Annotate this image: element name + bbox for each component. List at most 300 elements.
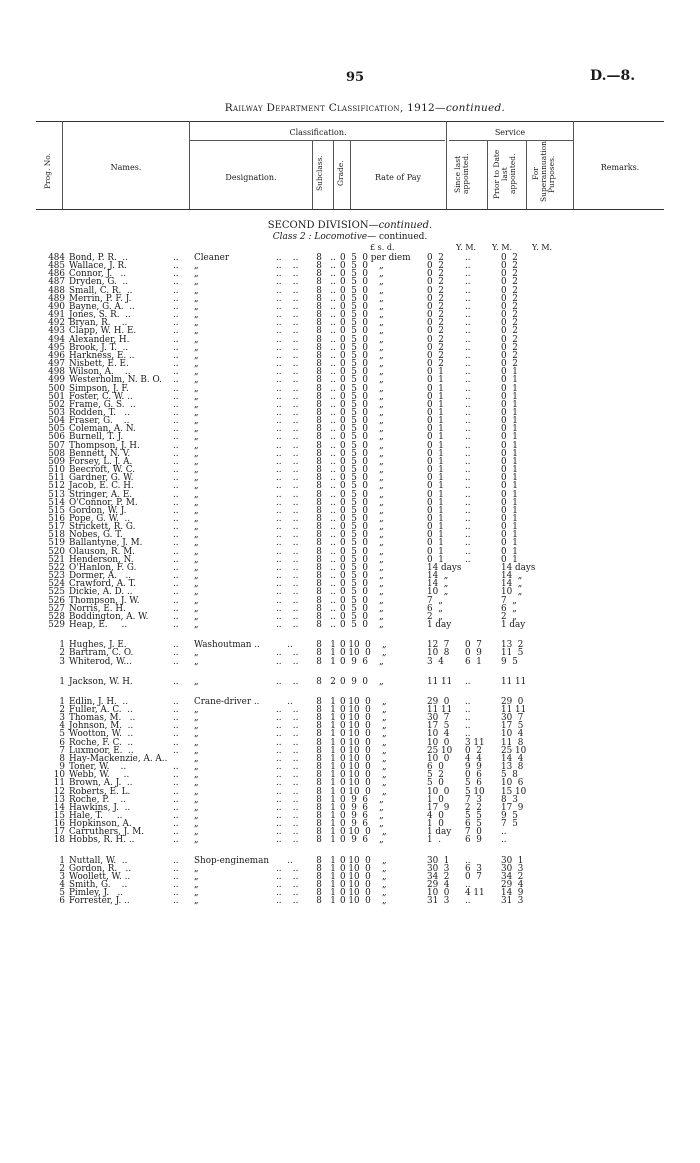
cell-since: 0 1 <box>427 473 444 484</box>
table-row <box>40 658 539 666</box>
cell-no: 518 <box>48 530 65 541</box>
cell-d2: .. .. <box>276 620 299 631</box>
cell-dots: .. <box>173 538 179 549</box>
cell-name: Ballantyne, J. M. <box>69 538 143 549</box>
cell-name: Westerholm, N. B. O. <box>69 375 162 386</box>
cell-d2: .. .. <box>276 888 299 899</box>
cell-super: 0 1 <box>501 407 518 418</box>
table-row <box>40 897 539 905</box>
cell-super: 7 5 <box>501 819 518 830</box>
cell-no: 1 <box>59 640 65 651</box>
cell-super: .. <box>501 827 507 838</box>
cell-prior: .. <box>465 481 471 492</box>
cell-sub: 8 <box>316 530 322 541</box>
cell-since: 0 1 <box>427 391 444 402</box>
row-spacer <box>40 845 539 857</box>
cell-since: 0 1 <box>427 456 444 467</box>
cell-pay: 0 5 0 „ <box>340 407 384 418</box>
cell-prior <box>465 588 501 596</box>
cell-super: 0 1 <box>501 440 518 451</box>
cell-pay: 0 5 0 „ <box>340 301 384 312</box>
cell-no: 3 <box>59 871 65 882</box>
cell-sub: 8 <box>316 611 322 622</box>
cell-since: 0 1 <box>427 432 444 443</box>
cell-name: Hawkins, J. .. <box>69 802 131 813</box>
cell-super: 13 2 <box>501 640 524 651</box>
cell-super: 0 2 <box>501 253 518 263</box>
cell-prior: .. <box>465 391 471 402</box>
cell-pay: 0 10 0 „ <box>340 737 387 748</box>
cell-d2: .. .. <box>276 538 299 549</box>
cell-grade: .. <box>330 310 336 321</box>
cell-super: 14 9 <box>501 888 524 899</box>
cell-d2: .. .. <box>276 721 299 732</box>
cell-grade: .. <box>330 611 336 622</box>
cell-desig: „ <box>194 399 199 410</box>
cell-dots: .. <box>173 391 179 402</box>
cell-grade: 1 <box>330 855 336 866</box>
cell-dots: .. <box>173 721 179 732</box>
cell-prior: 0 9 <box>465 648 482 659</box>
cell-pay: 0 5 0 „ <box>340 310 384 321</box>
cell-no: 499 <box>48 375 65 386</box>
cell-grade: .. <box>330 261 336 272</box>
cell-since: 0 1 <box>427 530 444 541</box>
cell-desig: „ <box>194 713 199 724</box>
cell-no: 5 <box>59 888 65 899</box>
cell-since: 0 1 <box>427 448 444 459</box>
cell-name: Webb, W. .. <box>69 770 130 781</box>
cell-d2: .. .. <box>276 648 299 659</box>
cell-no: 497 <box>48 359 65 370</box>
cell-no: 525 <box>48 587 65 598</box>
cell-pay: 0 5 0 „ <box>340 481 384 492</box>
cell-name: Clapp, W. H. E. <box>69 326 137 337</box>
page-title-continued: continued. <box>445 102 506 114</box>
cell-pay: 0 5 0 „ <box>340 620 384 631</box>
cell-sub: 8 <box>316 505 322 516</box>
table-body <box>40 254 539 906</box>
cell-dots: .. <box>173 888 179 899</box>
cell-prior: .. <box>465 269 471 280</box>
cell-no: 522 <box>48 562 65 573</box>
cell-desig: „ <box>194 481 199 492</box>
cell-dots: .. <box>173 546 179 557</box>
cell-dots: .. <box>173 448 179 459</box>
cell-super: 0 2 <box>501 350 518 361</box>
cell-sub: 8 <box>316 465 322 476</box>
cell-super: 9 5 <box>501 811 518 821</box>
cell-grade: .. <box>330 505 336 516</box>
cell-super: 2 „ <box>501 611 517 622</box>
cell-sub: 8 <box>316 571 322 582</box>
cell-name: Dryden, G. .. <box>69 277 129 288</box>
page-title <box>100 102 630 114</box>
cell-dots: .. <box>173 473 179 484</box>
cell-since: 14 days <box>427 562 462 573</box>
cell-pay: 0 5 0 „ <box>340 391 384 402</box>
cell-grade: .. <box>330 481 336 492</box>
cell-dots: .. <box>173 505 179 516</box>
cell-d2: .. <box>276 696 293 707</box>
cell-name: Pope, G. W. .. <box>69 514 131 524</box>
cell-desig: „ <box>194 571 199 582</box>
cell-pay: 0 5 0 „ <box>340 497 384 508</box>
cell-d2: .. .. <box>276 778 299 789</box>
cell-desig: „ <box>194 277 199 288</box>
cell-since: 14 „ <box>427 579 449 590</box>
cell-d2: .. .. <box>276 786 299 797</box>
cell-pay: 0 5 0 „ <box>340 554 384 565</box>
cell-sub: 8 <box>316 383 322 394</box>
cell-no: 509 <box>48 456 65 467</box>
cell-pay: 0 10 0 „ <box>340 640 387 651</box>
cell-sub: 8 <box>316 277 322 288</box>
cell-prior: .. <box>465 424 471 435</box>
cell-prior: .. <box>465 497 471 508</box>
cell-no: 8 <box>59 753 65 764</box>
cell-pay: 0 5 0 „ <box>340 538 384 549</box>
cell-grade: .. <box>330 350 336 361</box>
cell-since: 0 1 <box>427 383 444 394</box>
cell-super: 0 1 <box>501 546 518 557</box>
header-top-rule <box>36 121 664 122</box>
cell-super: 30 1 <box>501 855 524 866</box>
cell-dots: .. <box>173 737 179 748</box>
cell-sub: 8 <box>316 620 322 631</box>
cell-dots: .. <box>173 359 179 370</box>
cell-since: 6 „ <box>427 603 443 614</box>
cell-desig: „ <box>194 802 199 813</box>
cell-dots: .. <box>173 603 179 614</box>
cell-super: 14 days <box>501 562 536 573</box>
cell-dots: .. <box>173 424 179 435</box>
cell-grade: 1 <box>330 713 336 724</box>
cell-prior: .. <box>465 489 471 500</box>
cell-dots: .. <box>173 416 179 427</box>
cell-prior: .. <box>465 676 471 687</box>
cell-pay: 0 10 0 „ <box>340 880 387 891</box>
cell-name: Harkness, E. .. <box>69 350 135 361</box>
cell-dots: .. <box>173 794 179 805</box>
cell-pay: 0 9 6 „ <box>340 794 384 805</box>
cell-grade: .. <box>330 579 336 590</box>
cell-pay: 0 5 0 „ <box>340 269 384 280</box>
cell-pay: 0 9 6 „ <box>340 835 384 846</box>
cell-pay: 0 5 0 „ <box>340 473 384 484</box>
cell-prior: .. <box>465 407 471 418</box>
service-units-since: Y. M. <box>456 243 477 252</box>
cell-no: 11 <box>53 778 65 789</box>
cell-super: 11 11 <box>501 676 527 687</box>
cell-since: 1 0 <box>427 794 444 805</box>
cell-dots: .. <box>173 587 179 598</box>
cell-prior: 0 7 <box>465 640 482 651</box>
cell-name: Gordon, W. J. <box>69 505 127 516</box>
cell-name: Forsey, L. J. A. <box>69 456 133 467</box>
cell-prior: 5 6 <box>465 778 482 789</box>
cell-sub: 8 <box>316 778 322 789</box>
cell-d2: .. .. <box>276 326 299 337</box>
cell-desig: „ <box>194 794 199 805</box>
cell-prior: .. <box>465 880 471 891</box>
cell-dots: .. <box>173 871 179 882</box>
cell-sub: 8 <box>316 871 322 882</box>
cell-since: 6 0 <box>427 762 444 773</box>
cell-pay: 0 5 0 „ <box>340 334 384 345</box>
cell-since: 1 0 <box>427 819 444 830</box>
cell-pay: 0 10 0 „ <box>340 786 387 797</box>
cell-desig: „ <box>194 704 199 715</box>
cell-grade: 1 <box>330 827 336 838</box>
page-reference: D.—8. <box>590 68 636 84</box>
table-row <box>40 836 539 844</box>
cell-dots: .. <box>173 640 179 651</box>
cell-since: 0 1 <box>427 407 444 418</box>
cell-since: 0 2 <box>427 350 444 361</box>
service-rule <box>449 140 573 141</box>
cell-sub: 8 <box>316 595 322 606</box>
cell-since: 34 2 <box>427 871 450 882</box>
cell-sub: 8 <box>316 481 322 492</box>
cell-d2: .. .. <box>276 416 299 427</box>
cell-no: 1 <box>59 855 65 866</box>
cell-sub: 8 <box>316 342 322 353</box>
cell-no: 516 <box>48 514 65 524</box>
page-title-main: Railway Department Classification, 1912— <box>224 102 446 114</box>
cell-super: 25 10 <box>501 745 527 756</box>
cell-pay: 0 5 0 „ <box>340 603 384 614</box>
cell-no: 490 <box>48 301 65 312</box>
cell-d2: .. .. <box>276 261 299 272</box>
section-heading <box>200 220 500 231</box>
cell-d2: .. .. <box>276 277 299 288</box>
cell-grade: 2 <box>330 676 336 687</box>
cell-name: Hay-Mackenzie, A. A.. <box>69 753 168 764</box>
cell-d2: .. .. <box>276 737 299 748</box>
cell-pay: 0 5 0 „ <box>340 359 384 370</box>
cell-sub: 8 <box>316 350 322 361</box>
cell-since: 0 1 <box>427 489 444 500</box>
cell-d2: .. .. <box>276 811 299 821</box>
cell-pay: 0 10 0 „ <box>340 855 387 866</box>
cell-no: 503 <box>48 407 65 418</box>
cell-d2: .. .. <box>276 530 299 541</box>
cell-grade: .. <box>330 603 336 614</box>
cell-grade: .. <box>330 562 336 573</box>
cell-grade: 1 <box>330 811 336 821</box>
cell-grade: 1 <box>330 819 336 830</box>
cell-prior: 0 2 <box>465 745 482 756</box>
cell-no: 484 <box>48 253 65 263</box>
cell-super: 0 1 <box>501 383 518 394</box>
cell-name: Norris, E. H. <box>69 603 126 614</box>
cell-grade: 1 <box>330 696 336 707</box>
cell-dots: .. <box>173 367 179 378</box>
cell-desig: „ <box>194 737 199 748</box>
cell-grade: .. <box>330 269 336 280</box>
cell-super: 0 1 <box>501 416 518 427</box>
cell-since: 0 1 <box>427 497 444 508</box>
cell-prior: .. <box>465 713 471 724</box>
cell-name: Jones, S. R. .. <box>69 310 131 321</box>
cell-pay: 0 5 0 „ <box>340 546 384 557</box>
cell-sub: 8 <box>316 737 322 748</box>
cell-dots: .. <box>173 880 179 891</box>
cell-prior: .. <box>465 522 471 533</box>
cell-d2: .. .. <box>276 448 299 459</box>
cell-pay: 0 9 6 „ <box>340 656 384 667</box>
cell-prior: .. <box>465 359 471 370</box>
cell-super: .. <box>501 835 507 846</box>
cell-sub: 8 <box>316 770 322 781</box>
cell-dots: .. <box>173 656 179 667</box>
cell-d2: .. <box>276 640 293 651</box>
cell-no: 13 <box>53 794 65 805</box>
cell-no: 494 <box>48 334 65 345</box>
cell-super: 0 1 <box>501 424 518 435</box>
cell-super: 7 „ <box>501 595 517 606</box>
service-units-super: Y. M. <box>532 243 553 252</box>
cell-since: 14 „ <box>427 571 449 582</box>
cell-pay: 0 10 0 „ <box>340 827 387 838</box>
cell-sub: 8 <box>316 424 322 435</box>
cell-desig: „ <box>194 786 199 797</box>
cell-prior: 6 5 <box>465 819 482 830</box>
cell-no: 493 <box>48 326 65 337</box>
cell-pay: 0 5 0 „ <box>340 367 384 378</box>
cell-no: 505 <box>48 424 65 435</box>
cell-since: 2 „ <box>427 611 443 622</box>
cell-grade: .. <box>330 326 336 337</box>
cell-sub: 8 <box>316 367 322 378</box>
cell-prior: 5 10 <box>465 786 485 797</box>
cell-dots: .. <box>173 432 179 443</box>
cell-prior: .. <box>465 277 471 288</box>
cell-no: 10 <box>53 770 65 781</box>
cell-grade: .. <box>330 432 336 443</box>
table-row <box>40 621 539 629</box>
cell-d2: .. .. <box>276 871 299 882</box>
cell-pay: 0 5 0 „ <box>340 465 384 476</box>
cell-since: 25 10 <box>427 745 453 756</box>
header-grade: Grade. <box>336 160 345 186</box>
cell-d2: .. .. <box>276 269 299 280</box>
cell-desig: „ <box>194 326 199 337</box>
cell-no: 3 <box>59 713 65 724</box>
cell-name: O'Connor, P. M. <box>69 497 138 508</box>
cell-name: Toner, W. .. <box>69 762 127 773</box>
cell-d2: .. .. <box>276 301 299 312</box>
cell-dots: .. <box>173 676 179 687</box>
cell-desig: „ <box>194 391 199 402</box>
cell-grade: 1 <box>330 745 336 756</box>
cell-desig: „ <box>194 611 199 622</box>
cell-pay: 0 10 0 „ <box>340 888 387 899</box>
cell-pay: 0 5 0 „ <box>340 277 384 288</box>
cell-d2: .. .. <box>276 579 299 590</box>
cell-name: Roche, F. C. .. <box>69 737 134 748</box>
cell-desig: Crane-driver .. <box>194 696 260 707</box>
cell-dots: .. <box>173 383 179 394</box>
cell-pay: 0 10 0 „ <box>340 704 387 715</box>
cell-sub: 8 <box>316 696 322 707</box>
cell-sub: 8 <box>316 579 322 590</box>
cell-pay: 0 5 0 „ <box>340 456 384 467</box>
cell-sub: 8 <box>316 835 322 846</box>
cell-sub: 8 <box>316 301 322 312</box>
cell-name: Whiterod, W... <box>69 656 132 667</box>
cell-pay: 0 10 0 „ <box>340 762 387 773</box>
cell-sub: 8 <box>316 713 322 724</box>
cell-pay: 0 10 0 „ <box>340 713 387 724</box>
cell-pay: 0 10 0 „ <box>340 745 387 756</box>
cell-dots: .. <box>173 770 179 781</box>
header-subclass: Subclass. <box>315 155 324 191</box>
row-spacer <box>40 686 539 698</box>
cell-pay: 0 5 0 „ <box>340 326 384 337</box>
cell-name: Merrin, P. F. J. <box>69 293 132 304</box>
cell-d2: .. .. <box>276 611 299 622</box>
cell-since: 5 2 <box>427 770 444 781</box>
header-for-super: For Superannuation Purposes. <box>531 141 556 202</box>
cell-no: 488 <box>48 285 65 296</box>
cell-grade: .. <box>330 440 336 451</box>
cell-desig: „ <box>194 819 199 830</box>
cell-no: 517 <box>48 522 65 533</box>
cell-pay: 0 5 0 „ <box>340 514 384 524</box>
cell-since: 0 2 <box>427 334 444 345</box>
cell-super: 0 2 <box>501 301 518 312</box>
cell-dots: .. <box>173 819 179 830</box>
header-prior-to-date: Prior to Date last appointed. <box>492 149 517 199</box>
cell-grade: .. <box>330 334 336 345</box>
pay-units: £ s. d. <box>370 243 395 252</box>
cell-since: 17 5 <box>427 721 450 732</box>
cell-sub: 8 <box>316 416 322 427</box>
cell-name: Thomas, M. .. <box>69 713 136 724</box>
cell-no: 512 <box>48 481 65 492</box>
cell-since: 7 „ <box>427 595 443 606</box>
cell-prior <box>465 613 501 621</box>
col-divider <box>62 121 63 209</box>
cell-prior: 4 11 <box>465 888 485 899</box>
cell-name: Frame, G. S. .. <box>69 399 136 410</box>
cell-name: Bennett, N. V. <box>69 448 131 459</box>
cell-grade: .. <box>330 342 336 353</box>
cell-pay: 0 5 0 „ <box>340 595 384 606</box>
cell-grade: 1 <box>330 835 336 846</box>
cell-dots: .. <box>173 465 179 476</box>
cell-d2: .. .. <box>276 587 299 598</box>
cell-prior: 9 9 <box>465 762 482 773</box>
cell-desig: „ <box>194 489 199 500</box>
cell-no: 2 <box>59 863 65 874</box>
cell-desig: „ <box>194 440 199 451</box>
cell-since: 0 2 <box>427 301 444 312</box>
cell-grade: .. <box>330 538 336 549</box>
cell-d2: .. .. <box>276 656 299 667</box>
cell-name: Bond, P. R. .. <box>69 253 128 263</box>
cell-d2: .. .. <box>276 375 299 386</box>
cell-no: 528 <box>48 611 65 622</box>
cell-desig: „ <box>194 473 199 484</box>
cell-grade: 1 <box>330 762 336 773</box>
cell-desig: „ <box>194 863 199 874</box>
cell-super: 0 1 <box>501 522 518 533</box>
cell-dots: .. <box>173 293 179 304</box>
cell-grade: 1 <box>330 656 336 667</box>
